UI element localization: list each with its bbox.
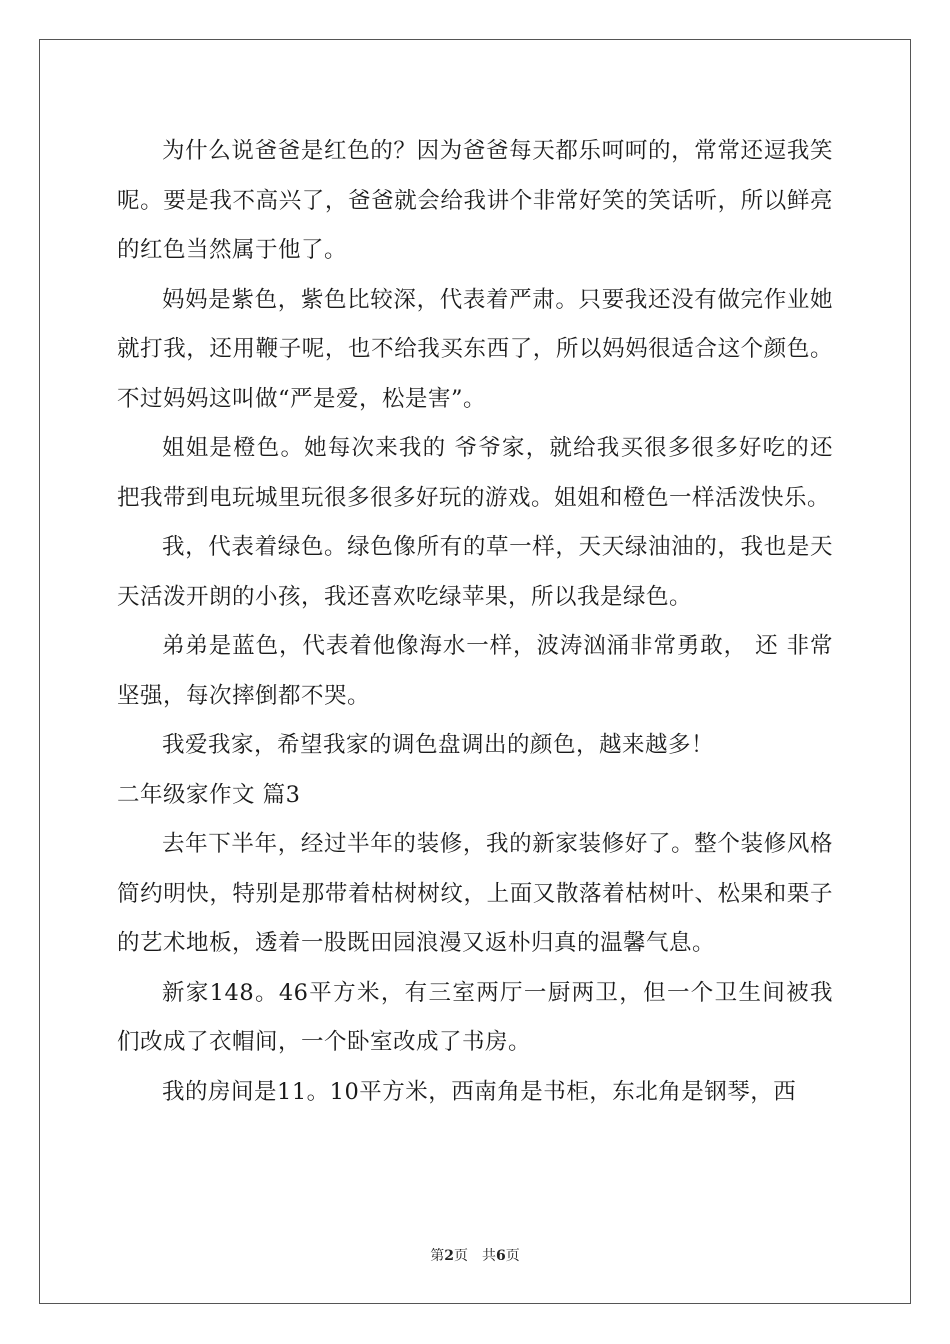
footer-total-prefix: 共	[482, 1248, 496, 1264]
footer-page-prefix: 第	[430, 1248, 445, 1264]
page-footer	[0, 1245, 950, 1265]
paragraph-father: 为什么说爸爸是红色的？因为爸爸每天都乐呵呵的，常常还逗我笑呢。要是我不高兴了，爸爸就会给我讲个非常好笑的笑话听，所以鲜亮的红色当然属于他了。	[117, 138, 833, 263]
footer-total-pages: 6	[496, 1248, 506, 1264]
footer-total-suffix: 页	[505, 1248, 520, 1264]
paragraph-conclusion: 我爱我家，希望我家的调色盘调出的颜色，越来越多！	[162, 732, 715, 758]
paragraph-me: 我，代表着绿色。绿色像所有的草一样，天天绿油油的，我也是天天活泼开朗的小孩，我还喜欢吃绿苹果，所以我是绿色。	[117, 534, 833, 610]
paragraph-area: 新家148。46平方米，有三室两厅一厨两卫，但一个卫生间被我们改成了衣帽间，一个卧室改成了书房。	[117, 979, 833, 1055]
paragraph-mother: 妈妈是紫色，紫色比较深，代表着严肃。只要我还没有做完作业她就打我，还用鞭子呢，也不给我买东西了，所以妈妈很适合这个颜色。不过妈妈这叫做“严是爱，松是害”。	[117, 286, 833, 412]
paragraph-my-room: 我的房间是11。10平方米，西南角是书柜，东北角是钢琴，西	[162, 1078, 797, 1105]
paragraph-new-home: 去年下半年，经过半年的装修，我的新家装修好了。整个装修风格简约明快，特别是那带着枯树树纹，上面又散落着枯树叶、松果和栗子的艺术地板，透着一股既田园浪漫又返朴归真的温馨气息。	[117, 831, 833, 956]
paragraph-sister: 姐姐是橙色。她每次来我的 爷爷家，就给我买很多很多好吃的还把我带到电玩城里玩很多很多好玩的游戏。姐姐和橙色一样活泼快乐。	[117, 435, 833, 511]
section-heading: 二年级家作文 篇3	[117, 781, 301, 808]
footer-page-suffix: 页	[454, 1248, 468, 1264]
footer-page-number: 2	[444, 1248, 454, 1264]
document-body	[117, 127, 833, 1117]
paragraph-brother: 弟弟是蓝色，代表着他像海水一样，波涛汹涌非常勇敢， 还 非常坚强，每次摔倒都不哭。	[117, 633, 833, 709]
